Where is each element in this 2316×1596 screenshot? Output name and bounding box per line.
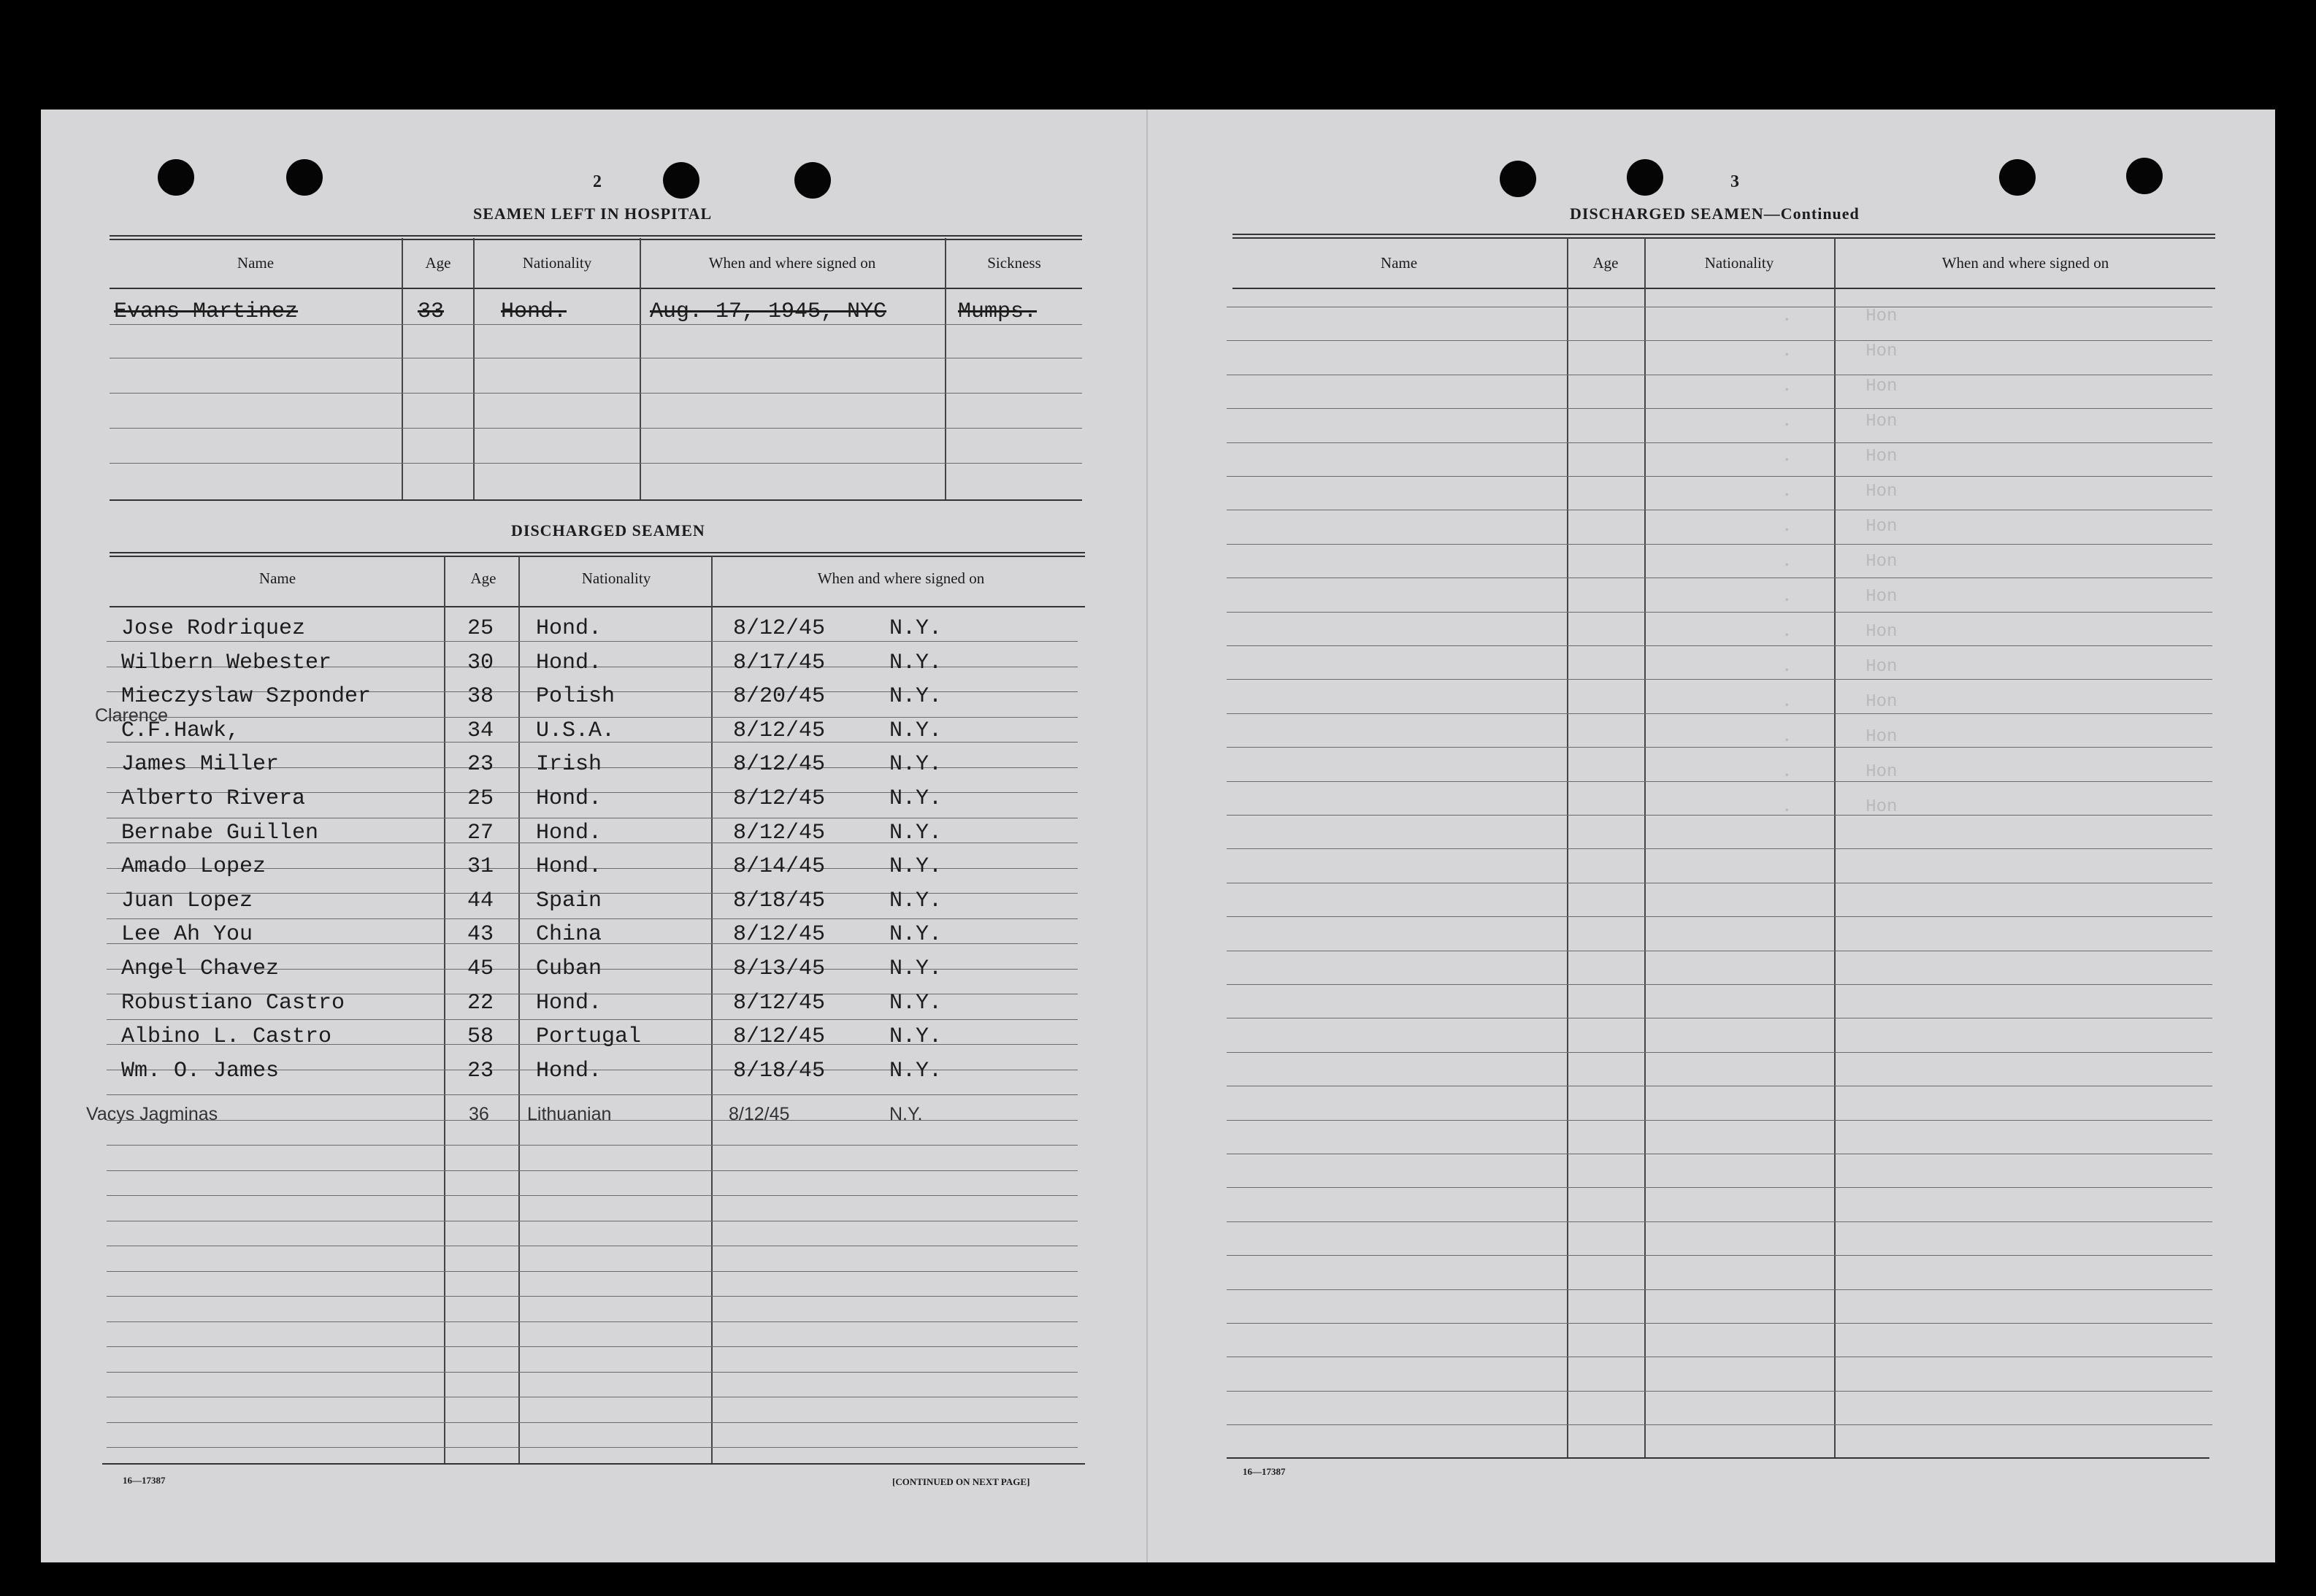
row-name: Alberto Rivera [121,786,306,811]
row-rule [107,1019,1078,1020]
column-divider [518,556,520,1463]
row-rule [107,1346,1078,1347]
row-age: 22 [467,991,494,1016]
row-place: N.Y. [889,651,943,675]
row-rule [107,1170,1078,1171]
row-rule [107,918,1078,919]
bleed-through-text: . Hon [1782,622,1898,642]
hospital-entry-sickness: Mumps. [958,299,1038,324]
row-date: 8/12/45 [733,821,826,845]
bleed-through-text: . Hon [1782,552,1898,572]
bleed-through-text: . Hon [1782,762,1898,782]
header-rule [110,288,1082,289]
row-place: N.Y. [889,956,943,981]
row-nationality: Spain [536,889,602,913]
row-nationality: China [536,922,602,947]
row-nationality: Portugal [536,1024,642,1049]
hospital-entry-signed-on: Aug. 17, 1945, NYC [650,299,887,324]
handwritten-date: 8/12/45 [729,1104,790,1124]
handwritten-place: N.Y. [889,1104,923,1124]
page-number: 3 [1730,172,1739,191]
row-rule [107,1447,1078,1448]
row-rule [1227,1052,2212,1053]
page-number: 2 [593,172,602,191]
row-date: 8/12/45 [733,991,826,1016]
handwritten-correction: Clarence [95,705,169,726]
bleed-through-text: . Hon [1782,657,1898,677]
row-rule [107,1145,1078,1146]
row-rule [1227,1424,2212,1425]
row-rule [1227,408,2212,409]
col-header-signed-on: When and where signed on [817,569,985,587]
discharged-continued-title: DISCHARGED SEAMEN—Continued [1570,204,1860,223]
row-place: N.Y. [889,991,943,1016]
hospital-section-title: SEAMEN LEFT IN HOSPITAL [473,204,713,223]
column-divider [640,238,641,499]
row-age: 30 [467,651,494,675]
row-age: 25 [467,786,494,811]
punch-hole [1999,159,2036,196]
row-nationality: Cuban [536,956,602,981]
row-place: N.Y. [889,1059,943,1083]
row-date: 8/12/45 [733,786,826,811]
row-nationality: Irish [536,752,602,777]
row-rule [1227,1120,2212,1121]
row-rule [110,393,1082,394]
punch-hole [1627,159,1663,196]
col-header-nationality: Nationality [522,254,592,272]
col-header-age: Age [425,254,451,272]
row-nationality: Hond. [536,991,602,1016]
row-name: Wilbern Webester [121,651,332,675]
row-name: Jose Rodriquez [121,616,306,641]
header-rule [110,606,1085,607]
col-header-signed-on: When and where signed on [1941,254,2109,272]
row-rule [1227,1391,2212,1392]
row-name: Angel Chavez [121,956,280,981]
col-header-age: Age [1592,254,1619,272]
row-rule [1227,916,2212,917]
page-fold [1146,110,1148,1562]
row-place: N.Y. [889,616,943,641]
section-bottom-rule [110,499,1082,501]
row-name: James Miller [121,752,280,777]
row-rule [1227,442,2212,443]
row-name: Amado Lopez [121,854,267,879]
punch-hole [158,159,194,196]
col-header-sickness: Sickness [987,254,1041,272]
row-age: 44 [467,889,494,913]
col-header-name: Name [237,254,275,272]
handwritten-name: Vacys Jagminas [86,1104,218,1124]
row-age: 23 [467,1059,494,1083]
hospital-entry-nationality: Hond. [501,299,567,324]
row-date: 8/13/45 [733,956,826,981]
row-rule [107,1321,1078,1322]
row-place: N.Y. [889,1024,943,1049]
row-rule [1227,1255,2212,1256]
column-divider [473,238,475,499]
row-rule [1227,645,2212,646]
row-nationality: Polish [536,684,616,709]
row-age: 27 [467,821,494,845]
row-name: Bernabe Guillen [121,821,319,845]
row-date: 8/12/45 [733,718,826,743]
row-age: 25 [467,616,494,641]
title-rule [110,552,1085,557]
row-rule [110,463,1082,464]
row-rule [107,1094,1078,1095]
punch-hole [1500,161,1536,197]
column-divider [1834,238,1836,1457]
row-rule [107,641,1078,642]
row-place: N.Y. [889,752,943,777]
row-age: 34 [467,718,494,743]
row-date: 8/14/45 [733,854,826,879]
col-header-age: Age [470,569,496,587]
col-header-nationality: Nationality [581,569,651,587]
col-header-nationality: Nationality [1704,254,1774,272]
row-date: 8/18/45 [733,889,826,913]
document-sheet [41,110,2275,1562]
row-rule [1227,476,2212,477]
row-name: Robustiano Castro [121,991,345,1016]
row-age: 31 [467,854,494,879]
form-number: 16—17387 [1243,1466,1286,1477]
row-rule [1227,679,2212,680]
row-rule [1227,713,2212,714]
row-rule [1227,612,2212,613]
bleed-through-text: . Hon [1782,692,1898,712]
col-header-name: Name [1380,254,1418,272]
row-rule [1227,1289,2212,1290]
row-date: 8/12/45 [733,1024,826,1049]
row-nationality: Hond. [536,786,602,811]
col-header-name: Name [258,569,296,587]
row-rule [107,1296,1078,1297]
row-nationality: U.S.A. [536,718,616,743]
punch-hole [286,159,323,196]
row-rule [107,1195,1078,1196]
row-place: N.Y. [889,786,943,811]
row-rule [1227,1221,2212,1222]
column-divider [402,238,403,499]
row-rule [1227,1323,2212,1324]
punch-hole [794,162,831,199]
row-age: 38 [467,684,494,709]
row-date: 8/17/45 [733,651,826,675]
row-nationality: Hond. [536,616,602,641]
column-divider [711,556,713,1463]
row-name: C.F.Hawk, [121,718,240,743]
row-age: 45 [467,956,494,981]
row-name: Albino L. Castro [121,1024,332,1049]
row-name: Juan Lopez [121,889,253,913]
form-number: 16—17387 [123,1475,166,1486]
row-rule [1227,544,2212,545]
title-rule [110,235,1082,240]
bleed-through-text: . Hon [1782,342,1898,361]
row-place: N.Y. [889,854,943,879]
bleed-through-text: . Hon [1782,517,1898,537]
row-age: 58 [467,1024,494,1049]
bleed-through-text: . Hon [1782,377,1898,396]
row-name: Mieczyslaw Szponder [121,684,372,709]
row-date: 8/18/45 [733,1059,826,1083]
row-rule [107,1271,1078,1272]
hospital-entry-name: Evans Martinez [114,299,299,324]
row-age: 43 [467,922,494,947]
row-nationality: Hond. [536,1059,602,1083]
column-divider [1644,238,1646,1457]
punch-hole [2126,158,2163,194]
row-name: Lee Ah You [121,922,253,947]
row-rule [107,1422,1078,1423]
col-header-signed-on: When and where signed on [708,254,876,272]
row-nationality: Hond. [536,651,602,675]
row-rule [107,717,1078,718]
bleed-through-text: . Hon [1782,307,1898,326]
row-nationality: Hond. [536,854,602,879]
row-rule [1227,1187,2212,1188]
row-rule [107,1372,1078,1373]
hospital-entry-age: 33 [418,299,445,324]
page-bottom-rule [1227,1457,2209,1459]
row-name: Wm. O. James [121,1059,280,1083]
row-place: N.Y. [889,821,943,845]
row-place: N.Y. [889,922,943,947]
row-date: 8/20/45 [733,684,826,709]
row-place: N.Y. [889,718,943,743]
page-bottom-rule [102,1463,1085,1465]
row-rule [110,324,1082,325]
row-date: 8/12/45 [733,752,826,777]
bleed-through-text: . Hon [1782,797,1898,817]
row-rule [1227,340,2212,341]
bleed-through-text: . Hon [1782,447,1898,467]
header-rule [1232,288,2215,289]
row-place: N.Y. [889,889,943,913]
row-date: 8/12/45 [733,616,826,641]
handwritten-nationality: Lithuanian [527,1104,612,1124]
row-rule [1227,781,2212,782]
row-rule [110,428,1082,429]
column-divider [945,238,946,499]
punch-hole [663,162,699,199]
bleed-through-text: . Hon [1782,727,1898,747]
handwritten-age: 36 [469,1104,489,1124]
row-date: 8/12/45 [733,922,826,947]
row-nationality: Hond. [536,821,602,845]
row-rule [1227,984,2212,985]
title-rule [1232,234,2215,239]
bleed-through-text: . Hon [1782,587,1898,607]
row-place: N.Y. [889,684,943,709]
row-rule [1227,815,2212,816]
column-divider [444,556,445,1463]
row-rule [1227,747,2212,748]
row-age: 23 [467,752,494,777]
column-divider [1567,238,1568,1457]
continued-note: [CONTINUED ON NEXT PAGE] [892,1476,1030,1487]
discharged-section-title: DISCHARGED SEAMEN [511,521,705,540]
bleed-through-text: . Hon [1782,412,1898,431]
row-rule [1227,848,2212,849]
bleed-through-text: . Hon [1782,482,1898,502]
